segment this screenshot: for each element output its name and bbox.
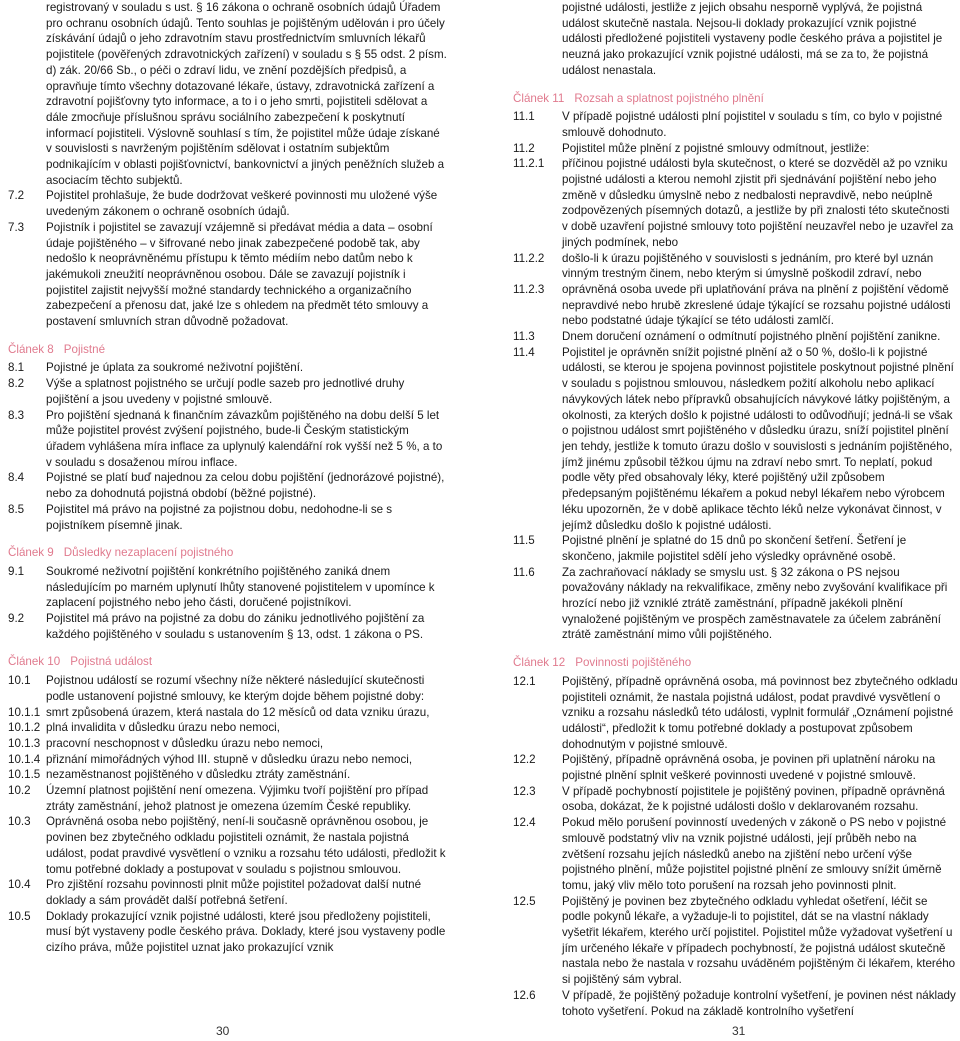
clause-text: Pojistitel je oprávněn snížit pojistné plnění až o 50 %, došlo-li k pojistné události, se kterou je spojena povinnost pojistitele poskytnout pojistné plnění v souladu s pojistnou smlouvou, následkem požití alkoholu nebo aplikací návykových látek nebo přípravků obsahujících návykové látky pojištěným, a okolnosti, za kterých došlo k pojistné události to odůvodňují; jedná-li se však o pojistnou událost smrt pojištěného v důsledku úrazu, sníží pojistitel plnění jen tehdy, jestliže k tomuto úrazu došlo v souvislosti s jednáním pojištěného, jímž jinému způsobil těžkou újmu na zdraví nebo smrt. To neplatí, pokud podle věty před obsahovaly léky, které pojištěný užil způsobem předepsaným pojištěnému lékařem a pokud nebyl lékařem nebo výrobcem léku upozorněn, že v době aplikace těchto léků nelze vykonávat činnost, v jejímž důsledku došlo k pojistné události. (562, 345, 954, 532)
clause-item (513, 345, 958, 533)
clause-number: 8.5 (8, 502, 25, 516)
clause-number: 12.3 (513, 784, 536, 798)
clause-text: smrt způsobená úrazem, která nastala do 12 měsíců od data vzniku úrazu, (46, 705, 430, 719)
clause-text: Doklady prokazující vznik pojistné události, které jsou předloženy pojistiteli, musí být vystaveny podle českého práva. Doklady, které jsou vystaveny podle cizího práva, může pojistitel uznat jako prokazující vznik (46, 909, 446, 955)
clause-number: 11.4 (513, 345, 535, 359)
clause-number: 10.1.3 (8, 736, 41, 750)
clause-item (513, 533, 958, 564)
clause-item (8, 673, 448, 704)
clause-number: 10.1.5 (8, 768, 41, 782)
clause-item (513, 784, 958, 815)
clause-item (8, 752, 448, 768)
items-article-8 (8, 360, 448, 533)
clause-number: 10.1.2 (8, 721, 41, 735)
clause-item (513, 156, 958, 250)
clause-item (513, 674, 958, 753)
clause-number: 11.2.2 (513, 251, 545, 265)
clause-text: Dnem doručení oznámení o odmítnutí pojistného plnění pojištění zanikne. (562, 330, 941, 344)
clause-number: 12.1 (513, 674, 536, 688)
article-heading-8 (8, 342, 448, 358)
clause-number: 12.4 (513, 816, 536, 830)
clause-item (8, 767, 448, 783)
clause-item (513, 894, 958, 988)
continued-paragraph: registrovaný v souladu s ust. § 16 zákona o ochraně osobních údajů Úřadem pro ochranu osobních údajů. Tento souhlas je pojištěným udělován i pro účely získávání údajů o jeho zdravotním stavu prostřednictvím smluvních lékařů pojistitele (pověřených zdravotnických zařízení) v souladu s § 55 odst. 2 písm. d) zák. 20/66 Sb., o péči o zdraví lidu, ve znění pozdějších předpisů, a opravňuje tímto všechny dotazované lékaře, ústavy, zdravotnická zařízení a zdravotní pojišťovny tyto informace, a to i o jeho smrti, pojistiteli sdělovat a dále zmocňuje příslušnou správu sociálního zabezpečení k poskytnutí informací pojistiteli. Výslovně souhlasí s tím, že pojistitel může údaje získané v souvislosti s navrženým pojištěním sdělovat i ostatním subjektům podnikajícím v oblasti pojišťovnictví, bankovnictví a jiných peněžních služeb a asociacím těchto subjektů. (46, 1, 447, 187)
clause-text: nezaměstnanost pojištěného v důsledku ztráty zaměstnání. (46, 768, 351, 782)
clause-number: 10.1.4 (8, 752, 41, 766)
clause-item (8, 736, 448, 752)
clause-text: plná invalidita v důsledku úrazu nebo nemoci, (46, 721, 280, 735)
clause-text: Pojištěný je povinen bez zbytečného odkladu vyhledat ošetření, léčit se podle pokynů lékaře, a vyžaduje-li to pojistitel, dát se na vlastní náklady vyšetřit lékařem, kterého určí pojistitel. Pojistitel může vyžadovat vyšetření u jím určeného lékaře v případech pochybností, že pojistná událost skutečně nastala nebo že nastala v rozsahu uváděném pojištěným či lékařem, kterého si pojištěný sám vybral. (562, 894, 956, 987)
clause-item (8, 564, 448, 611)
clause-item (8, 705, 448, 721)
clause-item (513, 141, 958, 157)
clause-number: 11.2 (513, 141, 535, 155)
clause-text: V případě pochybností pojistitele je pojištěný povinen, případně oprávněná osoba, dokázat, že k pojistné události došlo v deklarovaném rozsahu. (562, 784, 945, 814)
clause-number: 11.5 (513, 534, 535, 548)
clause-text: pracovní neschopnost v důsledku úrazu nebo nemoci, (46, 736, 324, 750)
clause-item (8, 909, 448, 956)
clause-item (8, 783, 448, 814)
clause-item (513, 329, 958, 345)
article-number: Článek 9 (8, 546, 54, 560)
clause-item (8, 470, 448, 501)
article-title: Povinnosti pojištěného (575, 656, 692, 670)
clause-text: Pojistitel může plnění z pojistné smlouvy odmítnout, jestliže: (562, 141, 870, 155)
clause-text: V případě, že pojištěný požaduje kontrolní vyšetření, je povinen nést náklady tohoto vyšetření. Pokud na základě kontrolního vyšetření (562, 988, 956, 1018)
items-article-10 (8, 673, 448, 956)
clause-item (8, 720, 448, 736)
article-heading-10 (8, 654, 448, 670)
clause-item (513, 282, 958, 329)
clause-text: V případě pojistné události plní pojistitel v souladu s tím, co bylo v pojistné smlouvě dohodnuto. (562, 110, 943, 139)
items-article-11 (513, 109, 958, 643)
article-number: Článek 12 (513, 656, 566, 670)
clause-item (8, 360, 448, 376)
article-title: Rozsah a splatnost pojistného plnění (574, 91, 764, 105)
items-article-7 (8, 188, 448, 329)
clause-text: Pojistné se platí buď najednou za celou dobu pojištění (jednorázové pojistné), nebo za dohodnutá pojistná období (běžné pojistné). (46, 471, 445, 501)
clause-number: 7.2 (8, 189, 25, 203)
clause-number: 8.2 (8, 377, 25, 391)
clause-text: Pojistitel prohlašuje, že bude dodržovat veškeré povinnosti mu uložené výše uvedeným zákonem o ochraně osobních údajů. (46, 189, 438, 219)
clause-text: Pokud mělo porušení povinností uvedených v zákoně o PS nebo v pojistné smlouvě podstatný vliv na vznik pojistné události, její průběh nebo na zvětšení rozsahu jejích následků anebo na zjištění nebo určení výše pojistného plnění, může pojistitel pojistné plnění ze smlouvy snížit úměrně tomu, jaký vliv mělo toto porušení na rozsah jeho povinnosti plnit. (562, 816, 947, 892)
clause-number: 10.2 (8, 784, 31, 798)
article-heading-9 (8, 545, 448, 561)
clause-number: 9.2 (8, 612, 25, 626)
article-title: Pojistná událost (70, 655, 153, 669)
clause-item (8, 877, 448, 908)
clause-number: 11.3 (513, 330, 535, 344)
clause-text: Pro pojištění sjednaná k finančním závazkům pojištěného na dobu delší 5 let může pojistitel provést zvýšení pojistného, bude-li Českým statistickým úřadem vyhlášena míra inflace za uplynulý kalendářní rok vyšší než 5 %, a to v souladu s dosaženou mírou inflace. (46, 408, 443, 469)
items-article-12 (513, 674, 958, 1019)
clause-text: Pro zjištění rozsahu povinnosti plnit může pojistitel požadovat další nutné doklady a sám provádět další potřebná šetření. (46, 878, 422, 907)
clause-text: došlo-li k úrazu pojištěného v souvislosti s jednáním, pro které byl uznán vinným trestným činem, nebo kterým si úmyslně poškodil zdraví, nebo (562, 251, 934, 281)
clause-number: 12.2 (513, 753, 536, 767)
clause-item (8, 376, 448, 407)
clause-number: 12.6 (513, 988, 536, 1002)
clause-number: 10.3 (8, 815, 31, 829)
clause-number: 7.3 (8, 220, 25, 234)
clause-item (8, 188, 448, 219)
clause-text: Soukromé neživotní pojištění konkrétního pojištěného zaniká dnem následujícím po marném uplynutí lhůty stanovené pojistitelem v upomínce k zaplacení pojistného nebo jeho části, doručené pojistníkovi. (46, 564, 435, 610)
clause-text: Pojistitel má právo na pojistné za dobu do zániku jednotlivého pojištění za každého pojištěného v souladu s ustanovením § 13, odst. 1 zákona o PS. (46, 612, 425, 641)
left-column (8, 0, 448, 956)
clause-item (8, 220, 448, 330)
clause-item (513, 988, 958, 1019)
clause-text: přiznání mimořádných výhod III. stupně v důsledku úrazu nebo nemoci, (46, 752, 413, 766)
clause-text: Za zachraňovací náklady se smyslu ust. § 32 zákona o PS nejsou považovány náklady na rekvalifikace, změny nebo zvyšování kvalifikace při hrozící nebo již vzniklé ztrátě zaměstnání, případně jakékoli plnění vynaložené pojištěným ve prospěch zaměstnavatele za účelem zabránění ztrátě zaměstnání mimo vůli pojištěného. (562, 565, 948, 642)
article-heading-11 (513, 91, 958, 107)
clause-item (8, 502, 448, 533)
clause-text: Pojistnou událostí se rozumí všechny níže některé následující skutečnosti podle ustanovení pojistné smlouvy, ke kterým dojde během pojistné doby: (46, 674, 425, 703)
clause-number: 11.2.1 (513, 157, 545, 171)
clause-text: Pojištěný, případně oprávněná osoba, je povinen při uplatnění nároku na pojistné plnění splnit veškeré povinnosti uvedené v pojistné smlouvě. (562, 753, 936, 783)
clause-number: 10.5 (8, 909, 31, 923)
clause-number: 8.3 (8, 408, 25, 422)
clause-number: 10.1 (8, 674, 31, 688)
clause-number: 12.5 (513, 894, 536, 908)
clause-text: Pojištěný, případně oprávněná osoba, má povinnost bez zbytečného odkladu pojistiteli oznámit, že nastala pojistná událost, podat pravdivé vysvětlení o vzniku a rozsahu následků této události, vyplnit formulář „Oznámení pojistné události“, předložit k tomu potřebné doklady a postupovat způsobem dohodnutým v pojistné smlouvě. (562, 674, 958, 751)
article-title: Pojistné (63, 342, 106, 356)
clause-text: Pojistné je úplata za soukromé neživotní pojištění. (46, 361, 304, 375)
article-title: Důsledky nezaplacení pojistného (63, 546, 234, 560)
clause-text: oprávněná osoba uvede při uplatňování práva na plnění z pojištění vědomě nepravdivé nebo hrubě zkreslené údaje týkající se rozsahu pojistné události nebo podstatné údaje týkající se této události zamlčí. (562, 282, 951, 328)
clause-item (8, 814, 448, 877)
article-number: Článek 11 (513, 91, 565, 105)
clause-item (8, 408, 448, 471)
clause-item (513, 815, 958, 894)
clause-item (513, 251, 958, 282)
clause-number: 11.2.3 (513, 282, 545, 296)
page-number-right: 31 (732, 1024, 746, 1038)
article-number: Článek 8 (8, 342, 54, 356)
clause-text: Oprávněná osoba nebo pojištěný, není-li současně oprávněnou osobou, je povinen bez zbytečného odkladu pojistiteli oznámit, že nastala pojistná událost, podat pravdivé vysvětlení o vzniku a rozsahu této události, předložit k tomu potřebné doklady a postupovat v souladu s pojistnou smlouvou. (46, 815, 446, 876)
clause-number: 11.1 (513, 110, 535, 124)
clause-text: Územní platnost pojištění není omezena. Výjimku tvoří pojištění pro případ ztráty zaměstnání, jehož platnost je omezena územím České republiky. (46, 784, 429, 813)
page-number-left: 30 (216, 1024, 230, 1038)
clause-text: Pojistitel má právo na pojistné za pojistnou dobu, nedohodne-li se s pojistníkem písemně jinak. (46, 502, 393, 532)
clause-text: Pojistník i pojistitel se zavazují vzájemně si předávat média a data – osobní údaje pojištěného – v šifrované nebo jinak zabezpečené podobě tak, aby nedošlo k neoprávněnému přístupu k těmto médiím nebo datům nebo k jakémukoli zneužití neoprávněnou osobou. Dále se zavazují pojistník i pojistitel zajistit nejvyšší možné standardy technického a organizačního zabezpečení a přenosu dat, jaké lze s ohledem na předmět této smlouvy a postavení smluvních stran důvodně požadovat. (46, 220, 433, 329)
clause-item (513, 565, 958, 644)
clause-number: 8.1 (8, 361, 25, 375)
clause-number: 8.4 (8, 471, 25, 485)
clause-number: 11.6 (513, 565, 535, 579)
clause-text: příčinou pojistné události byla skutečnost, o které se dozvěděl až po vzniku pojistné události a kterou nemohl zjistit při sjednávání pojištění nebo jeho změně v důsledku úmyslně nebo z nedbalosti nepravdivě, nebo neúplně zodpovězených písemných dotazů, a jestliže by při znalosti této skutečnosti v době uzavření pojistné smlouvy toto pojištění neuzavřel nebo je uzavřel za jiných podmínek, nebo (562, 157, 954, 249)
clause-text: Výše a splatnost pojistného se určují podle sazeb pro jednotlivé druhy pojištění a jsou uvedeny v pojistné smlouvě. (46, 377, 405, 406)
clause-text: Pojistné plnění je splatné do 15 dnů po skončení šetření. Šetření je skončeno, jakmile pojistitel sdělí jeho výsledky oprávněné osobě. (562, 534, 907, 563)
article-number: Článek 10 (8, 655, 61, 669)
clause-number: 10.4 (8, 878, 31, 892)
clause-number: 10.1.1 (8, 705, 41, 719)
clause-number: 9.1 (8, 564, 25, 578)
items-article-9 (8, 564, 448, 643)
clause-item (8, 611, 448, 642)
right-column (513, 0, 958, 1019)
continued-paragraph: pojistné události, jestliže z jejich obsahu nesporně vyplývá, že pojistná událost skutečně nastala. Nejsou-li doklady prokazující vznik pojistné události předložené pojistiteli vystaveny podle českého práva a pojistitel je neuzná jako prokazující vznik pojistné události, má se za to, že pojistná událost nenastala. (562, 1, 943, 77)
clause-item (513, 109, 958, 140)
clause-item (513, 752, 958, 783)
article-heading-12 (513, 655, 958, 671)
